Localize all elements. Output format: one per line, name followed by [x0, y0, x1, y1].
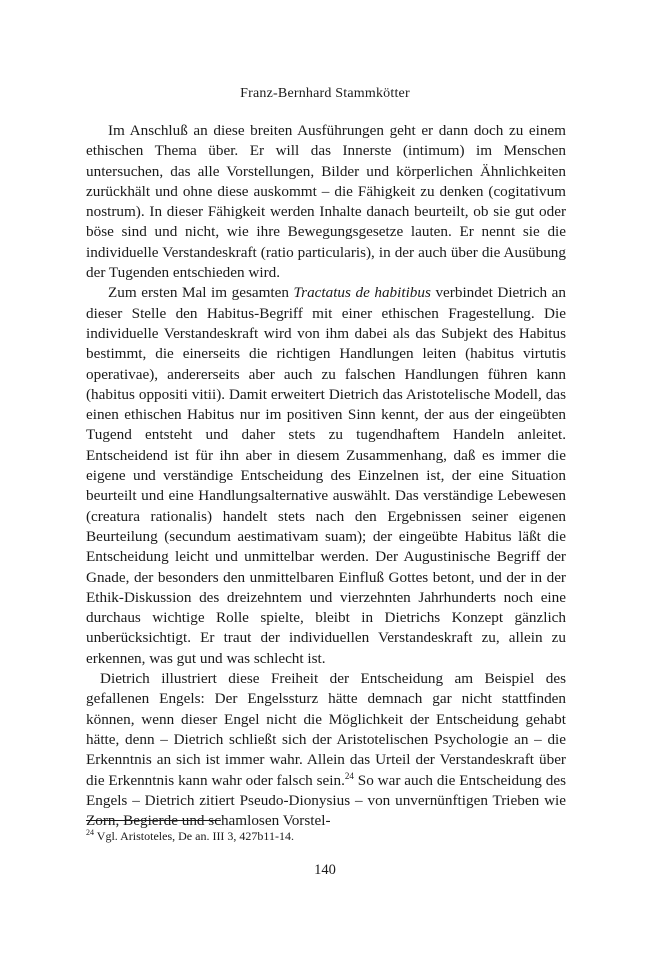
footnote-number: 24 [86, 828, 94, 837]
footnote-divider [86, 820, 221, 821]
paragraph-2-text-start: Zum ersten Mal im gesamten [108, 284, 294, 302]
footnote-text: Vgl. Aristoteles, De an. III 3, 427b11-14. [96, 829, 294, 843]
paragraph-3 [86, 669, 566, 831]
paragraph-1: Im Anschluß an diese breiten Ausführungen geht er dann doch zu einem ethischen Thema über. Er will das Innerste (intimum) im Menschen untersuchen, das alle Vorstellungen, Bilder und körperlichen Ähnlichkeiten zurückhält und ohne diese auskommt – die Fähigkeit zu denken (cogitativum nostrum). In dieser Fähigkeit werden Inhalte danach beurteilt, ob sie gut oder böse sind und nicht, wie ihre Bewegungsgesetze lauten. Er nennt sie die individuelle Verstandeskraft (ratio particularis), in der auch über die Ausübung der Tugenden entschieden wird. [86, 122, 566, 282]
page-number: 140 [314, 862, 336, 878]
body-text [86, 121, 566, 831]
paragraph-3-text-end: So war auch die Entscheidung des Engels – Dietrich zitiert Pseudo-Dionysius – von unvernünftigen Trieben wie Zorn, Begierde und schamlosen Vorstel- [86, 771, 567, 830]
paragraph-2-text-end: verbindet Dietrich an dieser Stelle den Habitus-Begriff mit einer ethischen Fragestellung. Die individuelle Verstandeskraft wird von ihm dabei als das Subjekt des Habitus bestimmt, die einerseits die richtigen Handlungen leiten (habitus virtutis operativae), andererseits aber auch zu falschen Handlungen führen kann (habitus oppositi vitii). Damit erweitert Dietrich das Aristotelische Modell, das einen ethischen Habitus nur im positiven Sinn kennt, der aus der eingeübten Tugend entsteht und daher stets zu tugendhaftem Handeln anleitet. Entscheidend ist für ihn aber in diesem Zusammenhang, daß es immer die eigene und verständige Entscheidung des Einzelnen ist, der eine Situation beurteilt und eine Handlungsalternative auswählt. Das verständige Lebewesen (creatura rationalis) handelt stets nach den Ergebnissen seiner eigenen Beurteilung (secundum aestimativam suam); der eingeübte Habitus läßt die Entscheidung leicht und unmittelbar werden. Der Augustinische Begriff der Gnade, der besonders den unmittelbaren Einfluß Gottes betont, und der in der Ethik-Diskussion des dreizehntem und vierzehnten Jahrhunderts noch eine durchaus wichtige Rolle spielte, bleibt in Dietrichs Konzept gänzlich unberücksichtigt. Er traut der individuellen Verstandeskraft zu, allein zu erkennen, was gut und was schlecht ist. [86, 284, 566, 667]
paragraph-2 [86, 283, 566, 669]
footnote-ref[interactable]: 24 [344, 770, 354, 781]
footnote [86, 829, 566, 844]
paragraph-3-text-start: Dietrich illustriert diese Freiheit der Entscheidung am Beispiel des gefallenen Engels: Der Engelssturz hätte demnach gar nicht stattfinden können, wenn dieser Engel nicht die Möglichkeit der Entscheidung gehabt hätte, denn – Dietrich schließt sich der Aristotelischen Psychologie an – die Erkenntnis an sich ist immer wahr. Allein das Urteil der Verstandeskraft über die Erkenntnis kann wahr oder falsch sein. [86, 670, 566, 789]
running-header: Franz-Bernhard Stammkötter [240, 86, 410, 101]
work-title: Tractatus de habitibus [293, 284, 431, 302]
